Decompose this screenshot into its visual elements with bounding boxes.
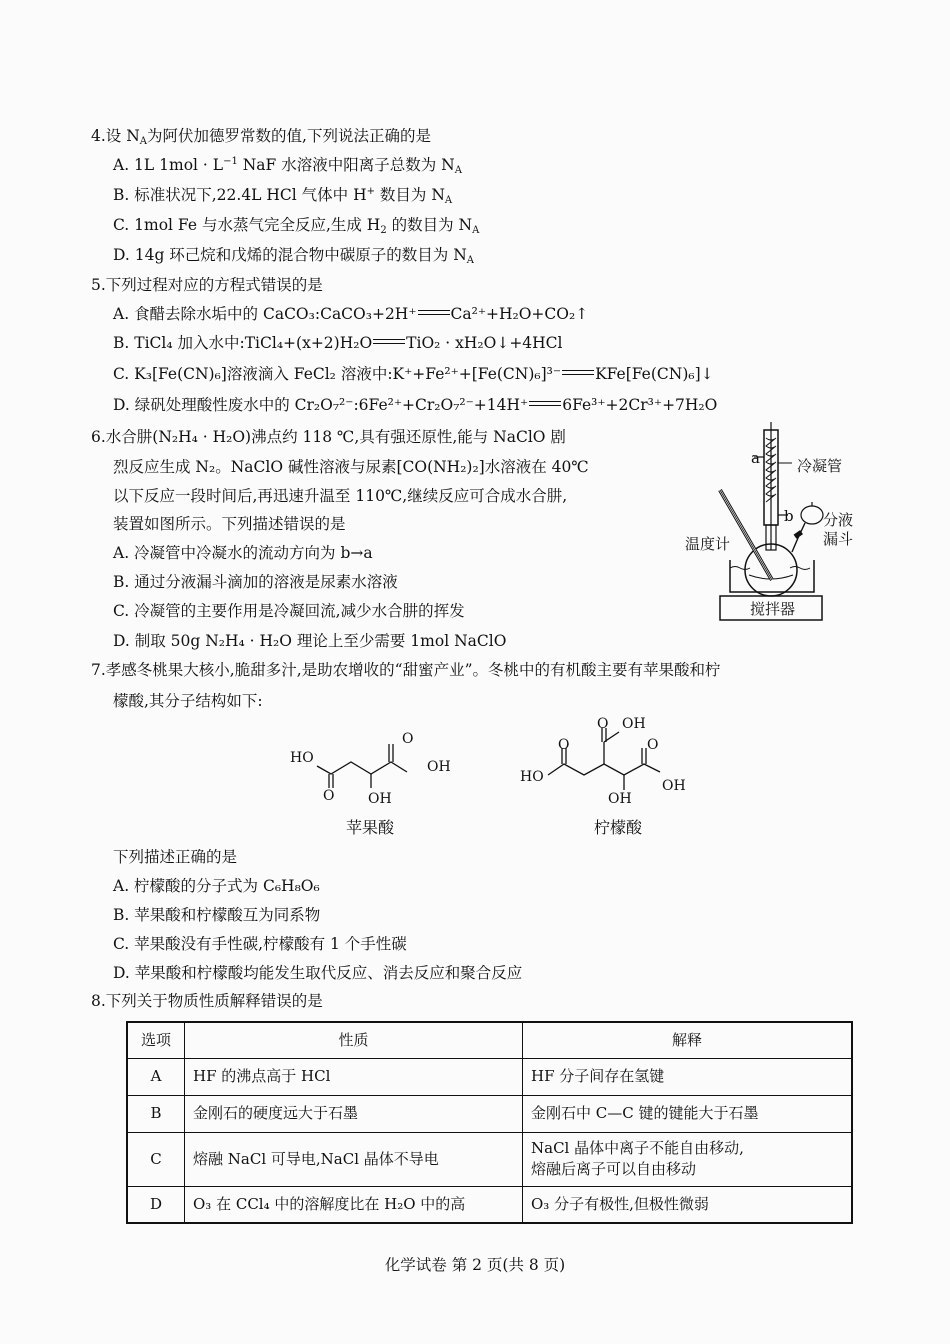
page-footer: 化学试卷 第 2 页(共 8 页) bbox=[384, 1256, 566, 1274]
q6-option-a: A. 冷凝管中冷凝水的流动方向为 b→a bbox=[113, 544, 373, 562]
citric-o-left: O bbox=[558, 737, 570, 753]
malic-o-bottom: O bbox=[323, 788, 335, 804]
citric-o-top: O bbox=[597, 716, 609, 732]
q4-stem: 4.设 $N_A$为阿伏加德罗常数的值,下列说法正确的是 bbox=[91, 127, 431, 147]
q4-option-d: D. 14g 环己烷和戊烯的混合物中碳原子的数目为 $N_A$ bbox=[113, 246, 475, 266]
stirrer-label: 搅拌器 bbox=[750, 600, 796, 618]
q7-option-a: A. 柠檬酸的分子式为 C₆H₈O₆ bbox=[113, 877, 320, 895]
q5-option-a: A. 食醋去除水垢中的 CaCO₃:CaCO₃+2H⁺ Ca²⁺+H₂O+CO₂↑ bbox=[113, 305, 589, 323]
citric-oh-bottom: OH bbox=[608, 791, 632, 807]
q7-stem-line2: 檬酸,其分子结构如下: bbox=[113, 692, 263, 710]
label-a: a bbox=[751, 449, 760, 467]
q4-option-a: A. 1L $1mol \cdot L^{-1}$ NaF 水溶液中阳离子总数为 $N_A$ bbox=[113, 156, 462, 176]
q7-option-c: C. 苹果酸没有手性碳,柠檬酸有 1 个手性碳 bbox=[113, 935, 407, 953]
row-property: HF 的沸点高于 HCl bbox=[185, 1058, 523, 1095]
row-option: C bbox=[127, 1132, 185, 1186]
malic-acid-label: 苹果酸 bbox=[346, 818, 395, 837]
q6-stem-line3: 以下反应一段时间后,再迅速升温至 110℃,继续反应可合成水合肼, bbox=[113, 487, 568, 505]
row-property: O₃ 在 CCl₄ 中的溶解度比在 H₂O 中的高 bbox=[185, 1186, 523, 1223]
row-explanation: HF 分子间存在氢键 bbox=[523, 1058, 853, 1095]
q4-option-c: C. 1mol Fe 与水蒸气完全反应,生成 $H_2$ 的数目为 $N_A$ bbox=[113, 216, 480, 236]
q6-stem-line2: 烈反应生成 N₂。NaClO 碱性溶液与尿素[CO(NH₂)₂]水溶液在 40℃ bbox=[113, 458, 589, 476]
q7-option-b: B. 苹果酸和柠檬酸互为同系物 bbox=[113, 906, 321, 924]
citric-acid-label: 柠檬酸 bbox=[594, 818, 643, 837]
citric-ho-left: HO bbox=[520, 769, 544, 785]
row-property: 熔融 NaCl 可导电,NaCl 晶体不导电 bbox=[185, 1132, 523, 1186]
citric-oh-right: OH bbox=[662, 778, 686, 794]
table-row bbox=[127, 1132, 852, 1186]
malic-o-top: O bbox=[402, 731, 414, 747]
equals-sign bbox=[561, 367, 595, 379]
q7-option-d: D. 苹果酸和柠檬酸均能发生取代反应、消去反应和聚合反应 bbox=[113, 964, 523, 982]
funnel-label-1: 分液 bbox=[823, 511, 854, 529]
q7-stem-line1: 7.孝感冬桃果大核小,脆甜多汁,是助农增收的“甜蜜产业”。冬桃中的有机酸主要有苹果酸和柠 bbox=[91, 661, 721, 679]
q6-stem-line4: 装置如图所示。下列描述错误的是 bbox=[113, 515, 346, 533]
citric-o-right: O bbox=[647, 737, 659, 753]
label-b: b bbox=[784, 507, 794, 525]
row-option: A bbox=[127, 1058, 185, 1095]
condenser-label: 冷凝管 bbox=[797, 457, 843, 475]
q5-option-d: D. 绿矾处理酸性废水中的 Cr₂O₇²⁻:6Fe²⁺+Cr₂O₇²⁻+14H⁺ 6Fe³⁺+2Cr³⁺+7H₂O bbox=[113, 396, 718, 414]
table-row bbox=[127, 1186, 852, 1223]
q8-table bbox=[126, 1021, 853, 1224]
malic-oh-bottom: OH bbox=[368, 791, 392, 807]
equals-sign bbox=[372, 336, 406, 348]
q5-stem: 5.下列过程对应的方程式错误的是 bbox=[91, 276, 323, 294]
q6-option-b: B. 通过分液漏斗滴加的溶液是尿素水溶液 bbox=[113, 573, 398, 591]
header-option: 选项 bbox=[127, 1022, 185, 1058]
row-option: D bbox=[127, 1186, 185, 1223]
header-property: 性质 bbox=[185, 1022, 523, 1058]
q5-option-b: B. TiCl₄ 加入水中:TiCl₄+(x+2)H₂O TiO₂ · xH₂O↓+4HCl bbox=[113, 334, 563, 352]
citric-oh-top: OH bbox=[622, 716, 646, 732]
row-property: 金刚石的硬度远大于石墨 bbox=[185, 1095, 523, 1132]
q8-stem: 8.下列关于物质性质解释错误的是 bbox=[91, 992, 323, 1010]
funnel-label-2: 漏斗 bbox=[823, 530, 854, 548]
row-explanation: 金刚石中 C—C 键的键能大于石墨 bbox=[523, 1095, 853, 1132]
table-row bbox=[127, 1095, 852, 1132]
q5-option-c: C. K₃[Fe(CN)₆]溶液滴入 FeCl₂ 溶液中:K⁺+Fe²⁺+[Fe(CN)₆]³⁻ KFe[Fe(CN)₆]↓ bbox=[113, 365, 714, 383]
table-row bbox=[127, 1058, 852, 1095]
q6-option-d: D. 制取 50g N₂H₄ · H₂O 理论上至少需要 1mol NaClO bbox=[113, 632, 507, 650]
thermometer-label: 温度计 bbox=[685, 535, 731, 553]
equals-sign bbox=[528, 398, 562, 410]
malic-ho: HO bbox=[290, 750, 314, 766]
q6-option-c: C. 冷凝管的主要作用是冷凝回流,减少水合肼的挥发 bbox=[113, 602, 465, 620]
q4-option-b: B. 标准状况下,22.4L HCl 气体中 H+ 数目为 $N_A$ bbox=[113, 186, 453, 206]
header-explanation: 解释 bbox=[523, 1022, 853, 1058]
malic-oh-right: OH bbox=[427, 759, 451, 775]
row-explanation: NaCl 晶体中离子不能自由移动, 熔融后离子可以自由移动 bbox=[523, 1132, 853, 1186]
row-explanation: O₃ 分子有极性,但极性微弱 bbox=[523, 1186, 853, 1223]
equals-sign bbox=[417, 307, 451, 319]
q7-stem2: 下列描述正确的是 bbox=[113, 848, 238, 866]
q6-stem-line1: 6.水合肼(N₂H₄ · H₂O)沸点约 118 ℃,具有强还原性,能与 NaClO 剧 bbox=[91, 428, 566, 446]
row-option: B bbox=[127, 1095, 185, 1132]
table-header-row bbox=[127, 1022, 852, 1058]
